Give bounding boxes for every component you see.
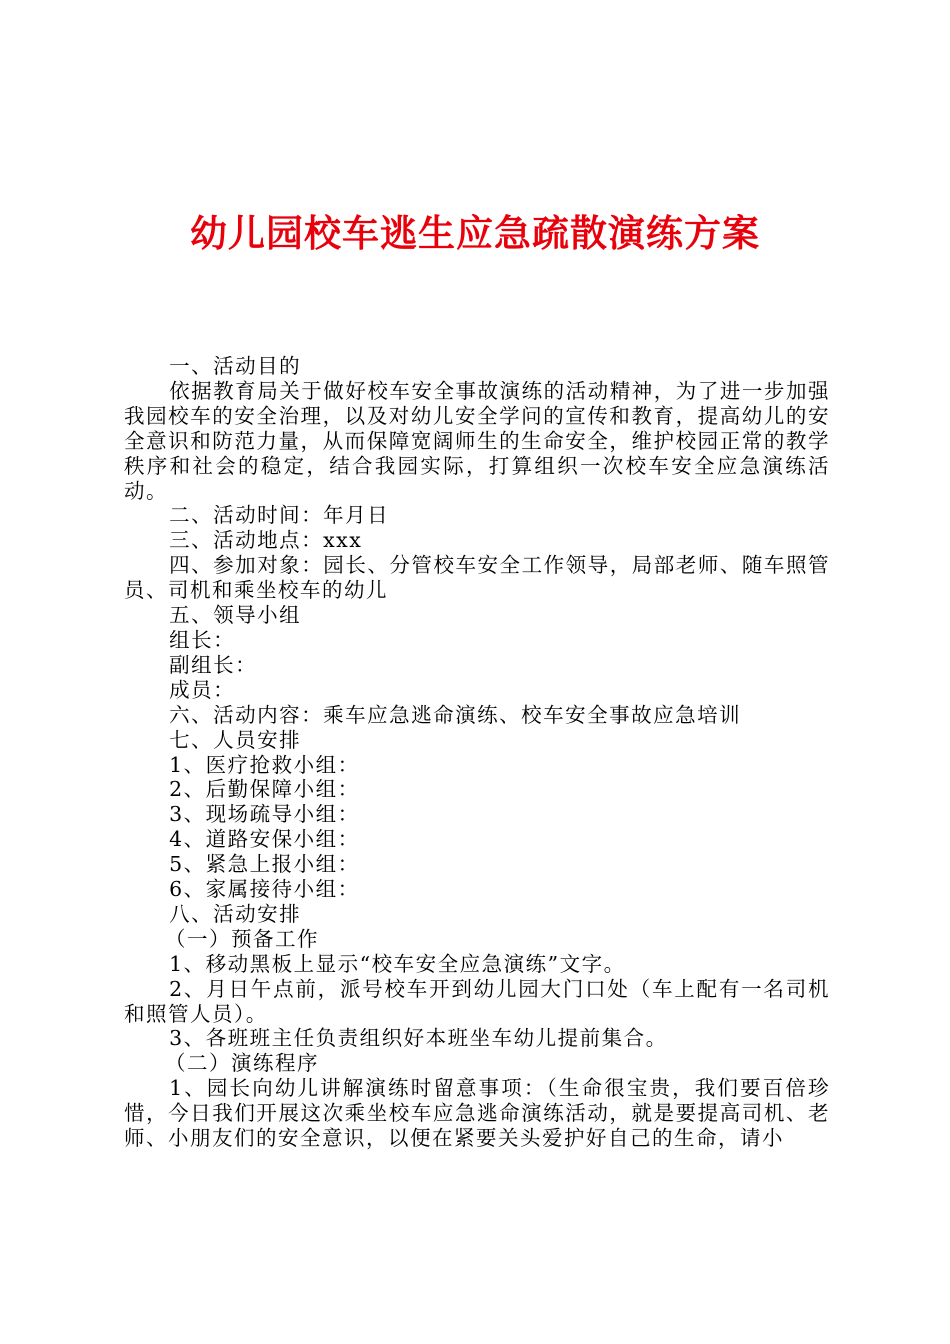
section-heading-staffing: 七、人员安排 [169, 727, 302, 752]
paragraph-purpose: 依据教育局关于做好校车安全事故演练的活动精神，为了进一步加强我园校车的安全治理，以及对幼儿安全学问的宣传和教育，提高幼儿的安全意识和防范力量，从而保障宽阔师生的生命安全，维护校园正常的教学秩序和社会的稳定，结合我园实际，打算组织一次校车安全应急演练活动。 [124, 378, 830, 503]
list-item: 1、园长向幼儿讲解演练时留意事项：（生命很宝贵，我们要百倍珍惜，今日我们开展这次乘坐校车应急逃命演练活动，就是要提高司机、老师、小朋友们的安全意识，以便在紧要关头爱护好自己的生命，请小 [124, 1076, 830, 1151]
section-heading-participants: 四、参加对象：园长、分管校车安全工作领导，局部老师、随车照管员、司机和乘坐校车的幼儿 [124, 553, 830, 603]
list-item: 1、医疗抢救小组： [169, 752, 360, 777]
deputy-leader-line: 副组长： [169, 652, 258, 677]
section-heading-content: 六、活动内容：乘车应急逃命演练、校车安全事故应急培训 [169, 702, 742, 727]
document-body [124, 354, 830, 1151]
section-heading-time: 二、活动时间：年月日 [169, 503, 390, 528]
subsection-heading-preparation: （一）预备工作 [165, 926, 319, 951]
list-item: 6、家属接待小组： [169, 877, 360, 902]
section-heading-purpose: 一、活动目的 [169, 354, 302, 378]
list-item: 4、道路安保小组： [169, 827, 360, 852]
document-title: 幼儿园校车逃生应急疏散演练方案 [190, 211, 760, 255]
list-item: 5、紧急上报小组： [169, 852, 360, 877]
subsection-heading-procedure: （二）演练程序 [165, 1051, 319, 1076]
list-item: 1、移动黑板上显示“校车安全应急演练”文字。 [169, 951, 626, 976]
list-item: 2、后勤保障小组： [169, 777, 360, 802]
section-heading-location: 三、活动地点：xxx [169, 528, 363, 553]
leader-line: 组长： [169, 627, 236, 652]
section-heading-leadership: 五、领导小组 [169, 603, 302, 628]
list-item: 2、月日午点前，派号校车开到幼儿园大门口处（车上配有一名司机和照管人员）。 [124, 976, 830, 1026]
section-heading-arrangement: 八、活动安排 [169, 901, 302, 926]
list-item: 3、现场疏导小组： [169, 802, 360, 827]
members-line: 成员： [169, 677, 236, 702]
list-item: 3、各班班主任负责组织好本班坐车幼儿提前集合。 [169, 1026, 668, 1051]
